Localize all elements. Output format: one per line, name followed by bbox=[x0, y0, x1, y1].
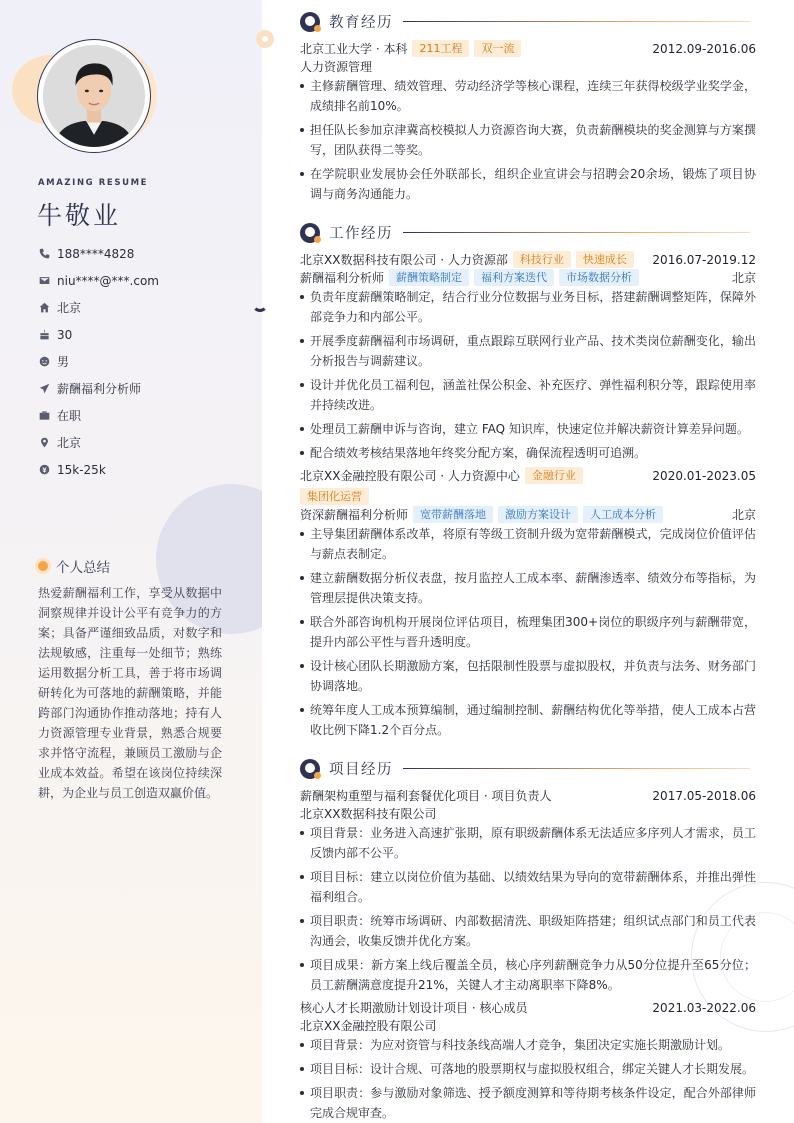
avatar-photo bbox=[43, 45, 145, 147]
salary-icon bbox=[38, 464, 50, 476]
education-major-row bbox=[300, 58, 756, 75]
gender-icon bbox=[38, 356, 50, 368]
section-divider bbox=[403, 768, 750, 769]
role-tag: 福利方案迭代 bbox=[474, 269, 554, 286]
contact-status-value: 在职 bbox=[57, 409, 82, 423]
project-org-row bbox=[300, 1017, 756, 1034]
job-date: 2016.07-2019.12 bbox=[652, 252, 756, 267]
job-header-row bbox=[300, 467, 756, 484]
section-badge-icon bbox=[300, 12, 320, 32]
company-tag: 集团化运营 bbox=[300, 488, 369, 505]
company-tag: 金融行业 bbox=[525, 467, 583, 484]
projects-section-header bbox=[300, 758, 750, 779]
job-role-row bbox=[300, 269, 756, 286]
role-tag: 激励方案设计 bbox=[498, 506, 578, 523]
decor-circle bbox=[256, 30, 274, 48]
list-item: 项目职责：统筹市场调研、内部数据清洗、职级矩阵搭建；组织试点部门和员工代表沟通会，收集反馈并优化方案。 bbox=[300, 911, 756, 951]
project-bullets bbox=[300, 823, 756, 999]
decor-arc bbox=[252, 296, 268, 312]
job-role: 资深薪酬福利分析师 bbox=[300, 508, 409, 522]
project-header-row bbox=[300, 999, 756, 1016]
job-tag-row bbox=[300, 488, 756, 505]
role-tag: 薪酬策略制定 bbox=[389, 269, 469, 286]
cake-icon bbox=[38, 329, 50, 341]
section-divider bbox=[403, 21, 750, 22]
contact-status bbox=[38, 402, 248, 429]
job-bullets bbox=[300, 287, 756, 467]
list-item: 项目背景：为应对资管与科技条线高端人才竞争，集团决定实施长期激励计划。 bbox=[300, 1035, 756, 1055]
education-tag: 211工程 bbox=[412, 40, 469, 57]
list-item: 在学院职业发展协会任外联部长，组织企业宣讲会与招聘会20余场，锻炼了项目协调与商务沟通能力。 bbox=[300, 164, 756, 204]
education-major: 人力资源管理 bbox=[300, 60, 373, 74]
send-icon bbox=[38, 383, 50, 395]
project-date: 2021.03-2022.06 bbox=[652, 1000, 756, 1015]
resume-eyebrow: AMAZING RESUME bbox=[38, 178, 149, 188]
contact-home-value: 北京 bbox=[57, 301, 82, 315]
contact-home bbox=[38, 294, 248, 321]
education-header-row bbox=[300, 40, 756, 57]
role-tag: 人工成本分析 bbox=[583, 506, 663, 523]
education-bullets bbox=[300, 76, 756, 208]
list-item: 设计核心团队长期激励方案，包括限制性股票与虚拟股权，并负责与法务、财务部门协调落地。 bbox=[300, 656, 756, 696]
list-item: 负责年度薪酬策略制定，结合行业分位数据与业务目标，搭建薪酬调整矩阵，保障外部竞争力和内部公平。 bbox=[300, 287, 756, 327]
phone-icon bbox=[38, 248, 50, 260]
list-item: 主导集团薪酬体系改革，将原有等级工资制升级为宽带薪酬模式，完成岗位价值评估与薪点表制定。 bbox=[300, 524, 756, 564]
list-item: 配合绩效考核结果落地年终奖分配方案，确保流程透明可追溯。 bbox=[300, 443, 756, 463]
project-date: 2017.05-2018.06 bbox=[652, 788, 756, 803]
job-date: 2020.01-2023.05 bbox=[652, 468, 756, 483]
list-item: 担任队长参加京津冀高校模拟人力资源咨询大赛，负责薪酬模块的奖金测算与方案撰写，团队获得二等奖。 bbox=[300, 120, 756, 160]
summary-text: 热爱薪酬福利工作，享受从数据中洞察规律并设计公平有竞争力的方案；具备严谨细致品质，对数字和法规敏感，注重每一处细节；熟练运用数据分析工具，善于将市场调研转化为可落地的薪酬策略，并能跨部门沟通协作推动落地；持有人力资源管理专业背景，熟悉合规要求并恪守流程，兼顾员工激励与企业成本效益。希望在该岗位持续深耕，为企业与员工创造双赢价值。 bbox=[38, 586, 222, 800]
contact-age-value: 30 bbox=[57, 327, 73, 342]
job-company: 北京XX数据科技有限公司 · 人力资源部 bbox=[300, 253, 508, 267]
project-org: 北京XX数据科技有限公司 bbox=[300, 807, 437, 821]
summary-heading bbox=[38, 556, 110, 576]
role-tag: 市场数据分析 bbox=[559, 269, 639, 286]
briefcase-icon bbox=[38, 410, 50, 422]
avatar bbox=[37, 39, 151, 153]
list-item: 联合外部咨询机构开展岗位评估项目，梳理集团300+岗位的职级序列与薪酬带宽，提升内部公平性与晋升透明度。 bbox=[300, 612, 756, 652]
contact-phone-value: 188****4828 bbox=[57, 246, 135, 261]
list-item: 项目目标：设计合规、可落地的股票期权与虚拟股权组合，绑定关键人才长期发展。 bbox=[300, 1059, 756, 1079]
mail-icon bbox=[38, 275, 50, 287]
job-role: 薪酬福利分析师 bbox=[300, 271, 385, 285]
education-date: 2012.09-2016.06 bbox=[652, 41, 756, 56]
contact-salary bbox=[38, 456, 248, 483]
education-tag: 双一流 bbox=[474, 40, 521, 57]
section-title: 工作经历 bbox=[329, 226, 393, 242]
section-divider bbox=[403, 232, 750, 233]
job-header-row bbox=[300, 251, 756, 268]
home-icon bbox=[38, 302, 50, 314]
school-name: 北京工业大学 · 本科 bbox=[300, 42, 408, 56]
project-header-row bbox=[300, 787, 756, 804]
contact-location-value: 北京 bbox=[57, 436, 82, 450]
job-city: 北京 bbox=[731, 271, 756, 285]
contact-gender bbox=[38, 348, 248, 375]
education-section-header bbox=[300, 11, 750, 32]
list-item: 统筹年度人工成本预算编制，通过编制控制、薪酬结构优化等举措，使人工成本占营收比例下降1.2个百分点。 bbox=[300, 700, 756, 740]
job-bullets bbox=[300, 524, 756, 744]
candidate-name: 牛敬业 bbox=[37, 201, 122, 230]
person-portrait-icon bbox=[43, 45, 145, 147]
role-tag: 宽带薪酬落地 bbox=[413, 506, 493, 523]
contact-phone bbox=[38, 240, 248, 267]
sidebar bbox=[0, 0, 262, 1123]
section-title: 教育经历 bbox=[329, 15, 393, 31]
list-item: 处理员工薪酬申诉与咨询，建立 FAQ 知识库，快速定位并解决薪资计算差异问题。 bbox=[300, 419, 756, 439]
contact-gender-value: 男 bbox=[57, 355, 70, 369]
list-item: 建立薪酬数据分析仪表盘，按月监控人工成本率、薪酬渗透率、绩效分布等指标，为管理层提供决策支持。 bbox=[300, 568, 756, 608]
list-item: 项目职责：参与激励对象筛选、授予额度测算和等待期考核条件设定，配合外部律师完成合规审查。 bbox=[300, 1083, 756, 1123]
section-badge-icon bbox=[300, 223, 320, 243]
contact-position bbox=[38, 375, 248, 402]
contact-email bbox=[38, 267, 248, 294]
contact-email-value: niu****@***.com bbox=[57, 273, 159, 288]
list-item: 项目背景：业务进入高速扩张期，原有职级薪酬体系无法适应多序列人才需求，员工反馈内部不公平。 bbox=[300, 823, 756, 863]
list-item: 主修薪酬管理、绩效管理、劳动经济学等核心课程，连续三年获得校级学业奖学金，成绩排名前10%。 bbox=[300, 76, 756, 116]
job-role-row bbox=[300, 506, 756, 523]
list-item: 设计并优化员工福利包，涵盖社保公积金、补充医疗、弹性福利积分等，跟踪使用率并持续改进。 bbox=[300, 375, 756, 415]
company-tag: 快速成长 bbox=[576, 251, 634, 268]
job-company: 北京XX金融控股有限公司 · 人力资源中心 bbox=[300, 469, 520, 483]
list-item: 项目成果：新方案上线后覆盖全员，核心序列薪酬竞争力从50分位提升至65分位；员工薪酬满意度提升21%，关键人才主动离职率下降8%。 bbox=[300, 955, 756, 995]
project-org-row bbox=[300, 805, 756, 822]
summary-title: 个人总结 bbox=[56, 560, 110, 576]
contact-list bbox=[38, 240, 248, 483]
contact-location bbox=[38, 429, 248, 456]
contact-position-value: 薪酬福利分析师 bbox=[57, 382, 142, 396]
summary-dot-icon bbox=[38, 561, 48, 571]
project-name: 薪酬架构重塑与福利套餐优化项目 · 项目负责人 bbox=[300, 789, 552, 803]
section-badge-icon bbox=[300, 759, 320, 779]
list-item: 开展季度薪酬福利市场调研，重点跟踪互联网行业产品、技术类岗位薪酬变化，输出分析报告与调薪建议。 bbox=[300, 331, 756, 371]
company-tag: 科技行业 bbox=[513, 251, 571, 268]
project-org: 北京XX金融控股有限公司 bbox=[300, 1019, 437, 1033]
contact-age bbox=[38, 321, 248, 348]
project-name: 核心人才长期激励计划设计项目 · 核心成员 bbox=[300, 1001, 528, 1015]
section-title: 项目经历 bbox=[329, 762, 393, 778]
contact-salary-value: 15k-25k bbox=[57, 462, 106, 477]
work-section-header bbox=[300, 222, 750, 243]
project-bullets bbox=[300, 1035, 756, 1123]
location-icon bbox=[38, 437, 50, 449]
job-city: 北京 bbox=[731, 508, 756, 522]
list-item: 项目目标：建立以岗位价值为基础、以绩效结果为导向的宽带薪酬体系，并推出弹性福利组合。 bbox=[300, 867, 756, 907]
